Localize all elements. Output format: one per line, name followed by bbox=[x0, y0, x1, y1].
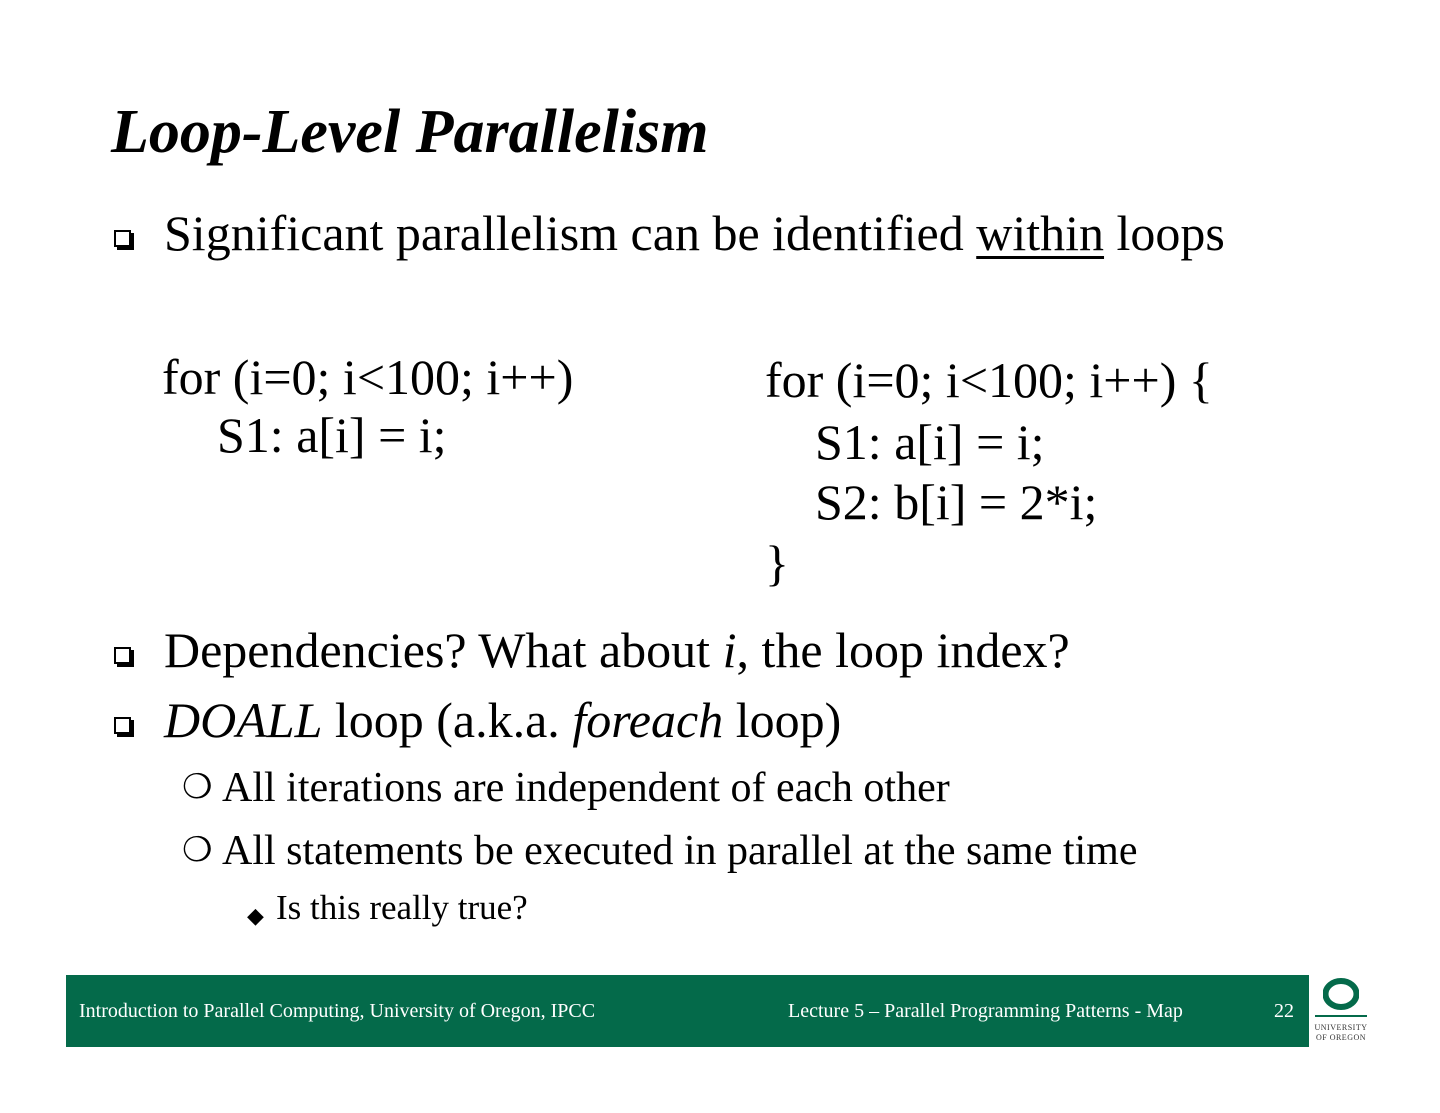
code-right-line-2: S1: a[i] = i; bbox=[815, 414, 1045, 470]
code-right-line-3: S2: b[i] = 2*i; bbox=[815, 474, 1098, 530]
underlined-within: within bbox=[976, 205, 1105, 261]
logo-oregon-text: OF OREGON bbox=[1315, 1033, 1367, 1042]
code-left-line-1: for (i=0; i<100; i++) bbox=[162, 349, 574, 405]
bullet-text: Significant parallelism can be identified within loops bbox=[164, 205, 1225, 261]
footer-lecture-title: Lecture 5 – Parallel Programming Patterns - Map bbox=[788, 1000, 1183, 1022]
diamond-bullet-icon: ◆ bbox=[247, 903, 264, 928]
logo-university-text: UNIVERSITY bbox=[1314, 1023, 1368, 1032]
university-of-oregon-logo bbox=[1309, 975, 1373, 1047]
code-right-line-1: for (i=0; i<100; i++) { bbox=[765, 352, 1213, 408]
square-bullet-icon bbox=[114, 717, 131, 734]
circle-bullet-icon: ❍ bbox=[182, 769, 213, 806]
circle-bullet-icon: ❍ bbox=[182, 832, 213, 869]
footer-page-number: 22 bbox=[1274, 1000, 1294, 1022]
square-bullet-icon bbox=[114, 647, 131, 664]
bullet-text: Dependencies? What about i, the loop index? bbox=[164, 622, 1070, 678]
logo-rule bbox=[1315, 1015, 1367, 1017]
code-right-line-4: } bbox=[765, 535, 789, 591]
square-bullet-icon bbox=[114, 230, 131, 247]
footer-course-title: Introduction to Parallel Computing, University of Oregon, IPCC bbox=[79, 1000, 596, 1022]
oregon-o-icon bbox=[1323, 978, 1359, 1010]
code-left-line-2: S1: a[i] = i; bbox=[217, 407, 447, 463]
bullet-text: DOALL loop (a.k.a. foreach loop) bbox=[164, 692, 842, 748]
slide-title: Loop-Level Parallelism bbox=[111, 98, 709, 166]
footer-bar bbox=[66, 975, 1309, 1047]
